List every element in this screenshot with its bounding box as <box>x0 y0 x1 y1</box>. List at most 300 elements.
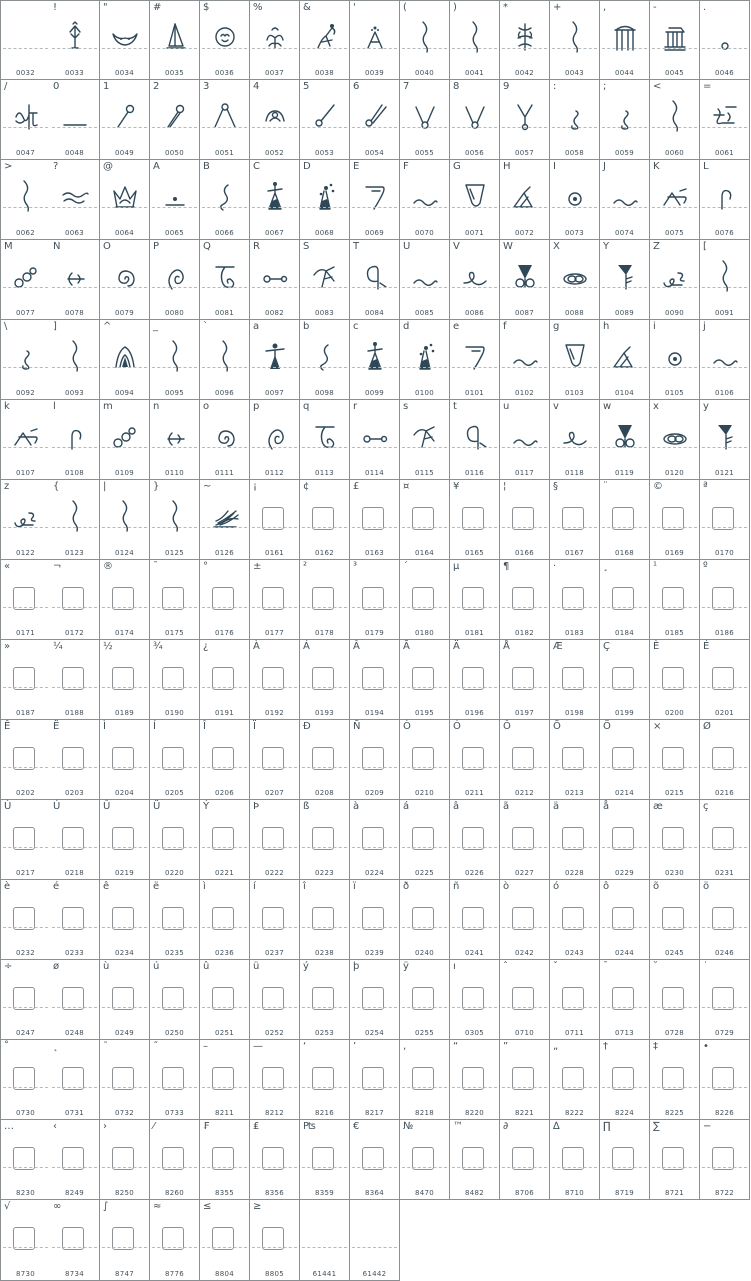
glyph-cell-0125[interactable] <box>150 480 200 560</box>
character-label: ≥ <box>253 1201 262 1212</box>
glyph-cell-0207[interactable] <box>250 720 300 800</box>
glyph-cell-0059[interactable] <box>600 80 650 160</box>
glyph-cell-0206[interactable] <box>200 720 250 800</box>
glyph-cell-0107[interactable] <box>0 400 51 480</box>
character-code: 0171 <box>15 629 35 637</box>
glyph-cell-0194[interactable] <box>350 640 400 720</box>
glyph-cell-0210[interactable] <box>400 720 450 800</box>
character-code: 0243 <box>564 949 584 957</box>
glyph-cell-0074[interactable] <box>600 160 650 240</box>
glyph-cell-8230[interactable] <box>0 1120 51 1200</box>
glyph-cell-0189[interactable] <box>100 640 150 720</box>
glyph-cell-0046[interactable] <box>700 0 750 80</box>
glyph-cell-0249[interactable] <box>100 960 150 1040</box>
character-code: 0041 <box>464 69 484 77</box>
glyph-cell-0081[interactable] <box>200 240 250 320</box>
glyph-cell-0226[interactable] <box>450 800 500 880</box>
glyph-cell-8221[interactable] <box>500 1040 550 1120</box>
glyph-cell-8470[interactable] <box>400 1120 450 1200</box>
glyph-cell-0073[interactable] <box>550 160 600 240</box>
glyph-cell-0084[interactable] <box>350 240 400 320</box>
glyph-cell-0082[interactable] <box>250 240 300 320</box>
glyph-cell-0242[interactable] <box>500 880 550 960</box>
glyph-cell-0212[interactable] <box>500 720 550 800</box>
glyph-cell-0224[interactable] <box>350 800 400 880</box>
glyph-cell-0227[interactable] <box>500 800 550 880</box>
glyph-cell-0171[interactable] <box>0 560 51 640</box>
character-label: ¦ <box>503 481 507 492</box>
glyph-cell-0033[interactable] <box>50 0 100 80</box>
glyph-cell-0126[interactable] <box>200 480 250 560</box>
glyph-cell-0219[interactable] <box>100 800 150 880</box>
baseline-guide <box>202 927 247 928</box>
glyph-cell-0060[interactable] <box>650 80 700 160</box>
glyph-cell-0075[interactable] <box>650 160 700 240</box>
glyph-cell-0235[interactable] <box>150 880 200 960</box>
glyph-cell-8217[interactable] <box>350 1040 400 1120</box>
glyph-cell-0228[interactable] <box>550 800 600 880</box>
glyph-cell-0043[interactable] <box>550 0 600 80</box>
character-label: Ï <box>253 721 256 732</box>
glyph-cell-0065[interactable] <box>150 160 200 240</box>
character-label: ≤ <box>203 1201 212 1212</box>
character-label: ^ <box>103 321 112 332</box>
glyph-cell-0192[interactable] <box>250 640 300 720</box>
glyph-cell-0072[interactable] <box>500 160 550 240</box>
glyph-cell-0119[interactable] <box>600 400 650 480</box>
character-code: 0163 <box>364 549 384 557</box>
glyph-cell-0238[interactable] <box>300 880 350 960</box>
glyph-cell-0711[interactable] <box>550 960 600 1040</box>
glyph-cell-0108[interactable] <box>50 400 100 480</box>
character-code: 8217 <box>364 1109 384 1117</box>
character-label: # <box>153 2 162 13</box>
glyph-cell-0234[interactable] <box>100 880 150 960</box>
glyph-cell-0047[interactable] <box>0 80 51 160</box>
glyph-cell-0104[interactable] <box>600 320 650 400</box>
glyph-cell-8356[interactable] <box>250 1120 300 1200</box>
glyph-cell-0080[interactable] <box>150 240 200 320</box>
character-label: / <box>4 81 8 92</box>
character-code: 0125 <box>164 549 184 557</box>
glyph-cell-0164[interactable] <box>400 480 450 560</box>
glyph-cell-0180[interactable] <box>400 560 450 640</box>
glyph-cell-0092[interactable] <box>0 320 51 400</box>
glyph-cell-8730[interactable] <box>0 1200 51 1281</box>
glyph-cell-0054[interactable] <box>350 80 400 160</box>
character-code: 0112 <box>264 469 284 477</box>
glyph-cell-0185[interactable] <box>650 560 700 640</box>
character-label: € <box>353 1121 360 1132</box>
character-code: 0728 <box>664 1029 684 1037</box>
character-code: 0731 <box>64 1109 84 1117</box>
glyph-cell-0167[interactable] <box>550 480 600 560</box>
glyph-cell-0098[interactable] <box>300 320 350 400</box>
glyph-cell-0190[interactable] <box>150 640 200 720</box>
character-code: 0049 <box>114 149 134 157</box>
character-code: 0079 <box>114 309 134 317</box>
glyph-cell-0076[interactable] <box>700 160 750 240</box>
glyph-cell-0731[interactable] <box>50 1040 100 1120</box>
glyph-cell-0197[interactable] <box>500 640 550 720</box>
glyph-cell-0166[interactable] <box>500 480 550 560</box>
glyph-cell-0044[interactable] <box>600 0 650 80</box>
character-code: 0177 <box>264 629 284 637</box>
glyph-cell-8359[interactable] <box>300 1120 350 1200</box>
character-code: 0084 <box>364 309 384 317</box>
glyph-cell-0193[interactable] <box>300 640 350 720</box>
glyph-cell-0100[interactable] <box>400 320 450 400</box>
glyph-cell-0032[interactable] <box>0 0 51 80</box>
glyph-cell-0124[interactable] <box>100 480 150 560</box>
glyph-cell-0170[interactable] <box>700 480 750 560</box>
glyph-cell-0214[interactable] <box>600 720 650 800</box>
glyph-cell-0113[interactable] <box>300 400 350 480</box>
character-label: , <box>603 2 607 13</box>
glyph-cell-0237[interactable] <box>250 880 300 960</box>
glyph-cell-0175[interactable] <box>150 560 200 640</box>
glyph-cell-0058[interactable] <box>550 80 600 160</box>
baseline-guide <box>202 207 247 208</box>
character-label: § <box>553 481 558 492</box>
character-code: 0208 <box>314 789 334 797</box>
glyph-cell-0253[interactable] <box>300 960 350 1040</box>
glyph-cell-8249[interactable] <box>50 1120 100 1200</box>
glyph-cell-0055[interactable] <box>400 80 450 160</box>
glyph-cell-0040[interactable] <box>400 0 450 80</box>
glyph-cell-0202[interactable] <box>0 720 51 800</box>
glyph-cell-0096[interactable] <box>200 320 250 400</box>
glyph-cell-8216[interactable] <box>300 1040 350 1120</box>
glyph-cell-0051[interactable] <box>200 80 250 160</box>
glyph-cell-0085[interactable] <box>400 240 450 320</box>
character-label: ≈ <box>153 1201 162 1212</box>
glyph-cell-0181[interactable] <box>450 560 500 640</box>
glyph-cell-0094[interactable] <box>100 320 150 400</box>
character-code: 0238 <box>314 949 334 957</box>
glyph-cell-0053[interactable] <box>300 80 350 160</box>
glyph-cell-0086[interactable] <box>450 240 500 320</box>
glyph-cell-0239[interactable] <box>350 880 400 960</box>
glyph-cell-61442[interactable] <box>350 1200 400 1281</box>
glyph-cell-0248[interactable] <box>50 960 100 1040</box>
glyph-cell-0199[interactable] <box>600 640 650 720</box>
glyph-cell-61441[interactable] <box>300 1200 350 1281</box>
glyph-cell-0061[interactable] <box>700 80 750 160</box>
character-label: ÷ <box>4 961 13 972</box>
glyph-cell-8222[interactable] <box>550 1040 600 1120</box>
character-label: ê <box>103 881 110 892</box>
glyph-cell-0710[interactable] <box>500 960 550 1040</box>
glyph-cell-0732[interactable] <box>100 1040 150 1120</box>
glyph-cell-0179[interactable] <box>350 560 400 640</box>
glyph-cell-0070[interactable] <box>400 160 450 240</box>
glyph-cell-0109[interactable] <box>100 400 150 480</box>
glyph-cell-0247[interactable] <box>0 960 51 1040</box>
glyph-cell-0246[interactable] <box>700 880 750 960</box>
baseline-guide <box>602 927 647 928</box>
character-code: 0047 <box>15 149 35 157</box>
character-code: 0198 <box>564 709 584 717</box>
glyph-cell-0115[interactable] <box>400 400 450 480</box>
glyph-cell-0041[interactable] <box>450 0 500 80</box>
character-code: 0209 <box>364 789 384 797</box>
glyph-cell-0083[interactable] <box>300 240 350 320</box>
glyph-cell-0052[interactable] <box>250 80 300 160</box>
glyph-cell-0057[interactable] <box>500 80 550 160</box>
glyph-cell-0222[interactable] <box>250 800 300 880</box>
glyph-cell-0250[interactable] <box>150 960 200 1040</box>
character-label: ³ <box>353 561 358 572</box>
glyph-cell-0255[interactable] <box>400 960 450 1040</box>
glyph-cell-0204[interactable] <box>100 720 150 800</box>
glyph-cell-0120[interactable] <box>650 400 700 480</box>
glyph-cell-0037[interactable] <box>250 0 300 80</box>
glyph-cell-0163[interactable] <box>350 480 400 560</box>
baseline-guide <box>302 447 347 448</box>
glyph-cell-0198[interactable] <box>550 640 600 720</box>
glyph-cell-0161[interactable] <box>250 480 300 560</box>
character-label: 2 <box>153 81 160 92</box>
character-code: 0251 <box>214 1029 234 1037</box>
glyph-cell-0213[interactable] <box>550 720 600 800</box>
glyph-cell-8722[interactable] <box>700 1120 750 1200</box>
glyph-cell-0121[interactable] <box>700 400 750 480</box>
glyph-cell-8364[interactable] <box>350 1120 400 1200</box>
glyph-cell-0201[interactable] <box>700 640 750 720</box>
glyph-cell-0730[interactable] <box>0 1040 51 1120</box>
glyph-cell-0077[interactable] <box>0 240 51 320</box>
glyph-cell-0176[interactable] <box>200 560 250 640</box>
baseline-guide <box>52 927 97 928</box>
baseline-guide <box>252 1247 297 1248</box>
glyph-cell-8224[interactable] <box>600 1040 650 1120</box>
glyph-cell-0062[interactable] <box>0 160 51 240</box>
glyph-cell-0205[interactable] <box>150 720 200 800</box>
glyph-cell-0101[interactable] <box>450 320 500 400</box>
glyph-cell-0209[interactable] <box>350 720 400 800</box>
glyph-cell-0095[interactable] <box>150 320 200 400</box>
baseline-guide <box>3 527 48 528</box>
glyph-cell-0236[interactable] <box>200 880 250 960</box>
glyph-cell-8805[interactable] <box>250 1200 300 1281</box>
glyph-cell-0223[interactable] <box>300 800 350 880</box>
glyph-cell-0038[interactable] <box>300 0 350 80</box>
character-code: 0089 <box>614 309 634 317</box>
glyph-cell-8250[interactable] <box>100 1120 150 1200</box>
glyph-cell-0728[interactable] <box>650 960 700 1040</box>
glyph-cell-0066[interactable] <box>200 160 250 240</box>
glyph-cell-0195[interactable] <box>400 640 450 720</box>
glyph-cell-0056[interactable] <box>450 80 500 160</box>
glyph-cell-0220[interactable] <box>150 800 200 880</box>
glyph-cell-0243[interactable] <box>550 880 600 960</box>
glyph-cell-8220[interactable] <box>450 1040 500 1120</box>
glyph-cell-8721[interactable] <box>650 1120 700 1200</box>
glyph-cell-0178[interactable] <box>300 560 350 640</box>
glyph-cell-0123[interactable] <box>50 480 100 560</box>
glyph-cell-0187[interactable] <box>0 640 51 720</box>
glyph-cell-0231[interactable] <box>700 800 750 880</box>
glyph-cell-0069[interactable] <box>350 160 400 240</box>
glyph-cell-0169[interactable] <box>650 480 700 560</box>
glyph-cell-0229[interactable] <box>600 800 650 880</box>
glyph-cell-0203[interactable] <box>50 720 100 800</box>
character-label: " <box>103 2 108 13</box>
glyph-cell-8226[interactable] <box>700 1040 750 1120</box>
character-code: 0713 <box>614 1029 634 1037</box>
character-label: À <box>253 641 260 652</box>
glyph-cell-0050[interactable] <box>150 80 200 160</box>
glyph-cell-0225[interactable] <box>400 800 450 880</box>
glyph-cell-0102[interactable] <box>500 320 550 400</box>
glyph-cell-8710[interactable] <box>550 1120 600 1200</box>
glyph-cell-8225[interactable] <box>650 1040 700 1120</box>
character-label: ¼ <box>53 641 63 652</box>
glyph-cell-0068[interactable] <box>300 160 350 240</box>
glyph-cell-0114[interactable] <box>350 400 400 480</box>
baseline-guide <box>652 1167 697 1168</box>
character-label: Ä <box>453 641 460 652</box>
glyph-cell-0088[interactable] <box>550 240 600 320</box>
glyph-cell-0188[interactable] <box>50 640 100 720</box>
glyph-cell-0172[interactable] <box>50 560 100 640</box>
glyph-cell-0241[interactable] <box>450 880 500 960</box>
glyph-cell-8747[interactable] <box>100 1200 150 1281</box>
glyph-cell-0042[interactable] <box>500 0 550 80</box>
glyph-cell-0122[interactable] <box>0 480 51 560</box>
glyph-cell-0240[interactable] <box>400 880 450 960</box>
glyph-cell-0078[interactable] <box>50 240 100 320</box>
glyph-cell-0162[interactable] <box>300 480 350 560</box>
baseline-guide <box>302 687 347 688</box>
character-label: à <box>353 801 360 812</box>
glyph-cell-8734[interactable] <box>50 1200 100 1281</box>
glyph-cell-0035[interactable] <box>150 0 200 80</box>
character-code: 0181 <box>464 629 484 637</box>
glyph-cell-0091[interactable] <box>700 240 750 320</box>
glyph-cell-8719[interactable] <box>600 1120 650 1200</box>
glyph-cell-0218[interactable] <box>50 800 100 880</box>
glyph-cell-8212[interactable] <box>250 1040 300 1120</box>
baseline-guide <box>452 1007 497 1008</box>
glyph-cell-0713[interactable] <box>600 960 650 1040</box>
glyph-cell-8355[interactable] <box>200 1120 250 1200</box>
glyph-cell-0089[interactable] <box>600 240 650 320</box>
glyph-cell-0200[interactable] <box>650 640 700 720</box>
glyph-cell-0305[interactable] <box>450 960 500 1040</box>
glyph-cell-0110[interactable] <box>150 400 200 480</box>
glyph-cell-0079[interactable] <box>100 240 150 320</box>
glyph-cell-8260[interactable] <box>150 1120 200 1200</box>
glyph-cell-0232[interactable] <box>0 880 51 960</box>
glyph-cell-8218[interactable] <box>400 1040 450 1120</box>
character-code: 0210 <box>414 789 434 797</box>
character-label: º <box>703 561 708 572</box>
character-label: ¡ <box>253 481 258 492</box>
glyph-cell-0071[interactable] <box>450 160 500 240</box>
glyph-cell-0064[interactable] <box>100 160 150 240</box>
character-code: 0117 <box>514 469 534 477</box>
baseline-guide <box>702 48 747 49</box>
glyph-cell-0182[interactable] <box>500 560 550 640</box>
glyph-cell-0191[interactable] <box>200 640 250 720</box>
glyph-cell-0186[interactable] <box>700 560 750 640</box>
glyph-cell-0063[interactable] <box>50 160 100 240</box>
glyph-cell-0729[interactable] <box>700 960 750 1040</box>
glyph-cell-0116[interactable] <box>450 400 500 480</box>
glyph-cell-0168[interactable] <box>600 480 650 560</box>
glyph-cell-0106[interactable] <box>700 320 750 400</box>
glyph-cell-8776[interactable] <box>150 1200 200 1281</box>
glyph-cell-0733[interactable] <box>150 1040 200 1120</box>
character-code: 0122 <box>15 549 35 557</box>
glyph-cell-0099[interactable] <box>350 320 400 400</box>
glyph-cell-0215[interactable] <box>650 720 700 800</box>
glyph-cell-0233[interactable] <box>50 880 100 960</box>
glyph-cell-0036[interactable] <box>200 0 250 80</box>
glyph-cell-0254[interactable] <box>350 960 400 1040</box>
glyph-cell-0216[interactable] <box>700 720 750 800</box>
glyph-cell-0244[interactable] <box>600 880 650 960</box>
glyph-cell-0165[interactable] <box>450 480 500 560</box>
glyph-cell-0221[interactable] <box>200 800 250 880</box>
glyph-cell-0217[interactable] <box>0 800 51 880</box>
glyph-cell-0117[interactable] <box>500 400 550 480</box>
baseline-guide <box>52 287 97 288</box>
glyph-cell-0118[interactable] <box>550 400 600 480</box>
glyph-cell-0067[interactable] <box>250 160 300 240</box>
glyph-cell-0103[interactable] <box>550 320 600 400</box>
glyph-cell-0251[interactable] <box>200 960 250 1040</box>
glyph-cell-0048[interactable] <box>50 80 100 160</box>
glyph-cell-0111[interactable] <box>200 400 250 480</box>
character-code: 0110 <box>164 469 184 477</box>
glyph-cell-0039[interactable] <box>350 0 400 80</box>
glyph-cell-0093[interactable] <box>50 320 100 400</box>
glyph-cell-0112[interactable] <box>250 400 300 480</box>
glyph-cell-0090[interactable] <box>650 240 700 320</box>
glyph-cell-0183[interactable] <box>550 560 600 640</box>
character-code: 0061 <box>714 149 734 157</box>
glyph-cell-0252[interactable] <box>250 960 300 1040</box>
glyph-cell-0045[interactable] <box>650 0 700 80</box>
glyph-cell-0208[interactable] <box>300 720 350 800</box>
glyph-cell-0230[interactable] <box>650 800 700 880</box>
glyph-cell-8211[interactable] <box>200 1040 250 1120</box>
character-code: 0202 <box>15 789 35 797</box>
glyph-cell-0034[interactable] <box>100 0 150 80</box>
glyph-cell-0196[interactable] <box>450 640 500 720</box>
glyph-cell-8482[interactable] <box>450 1120 500 1200</box>
character-code: 0711 <box>564 1029 584 1037</box>
glyph-cell-8706[interactable] <box>500 1120 550 1200</box>
character-code: 0729 <box>714 1029 734 1037</box>
glyph-cell-0245[interactable] <box>650 880 700 960</box>
glyph-cell-0097[interactable] <box>250 320 300 400</box>
character-code: 0161 <box>264 549 284 557</box>
glyph-cell-0174[interactable] <box>100 560 150 640</box>
glyph-cell-0105[interactable] <box>650 320 700 400</box>
baseline-guide <box>52 1007 97 1008</box>
character-code: 0081 <box>214 309 234 317</box>
glyph-cell-0049[interactable] <box>100 80 150 160</box>
glyph-cell-0177[interactable] <box>250 560 300 640</box>
glyph-cell-8804[interactable] <box>200 1200 250 1281</box>
glyph-cell-0211[interactable] <box>450 720 500 800</box>
glyph-cell-0087[interactable] <box>500 240 550 320</box>
glyph-cell-0184[interactable] <box>600 560 650 640</box>
